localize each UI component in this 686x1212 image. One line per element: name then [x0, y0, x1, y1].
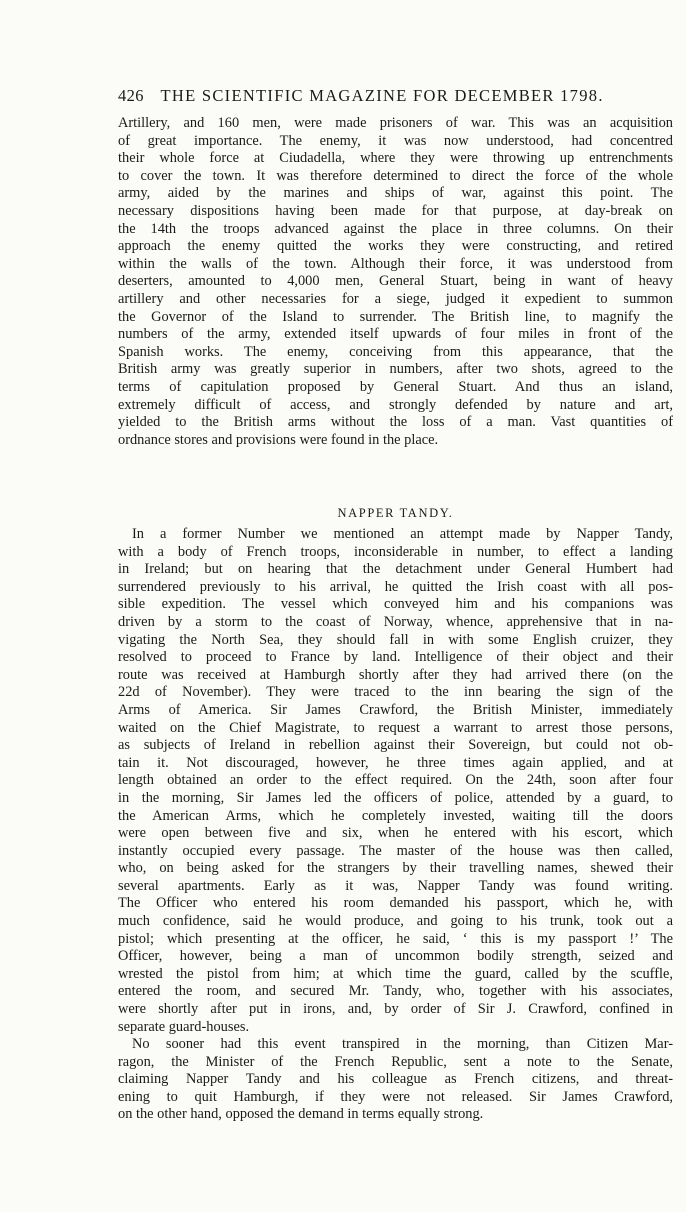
text-line: Arms of America. Sir James Crawford, the British Minister, immediately [118, 701, 673, 718]
text-line: deserters, amounted to 4,000 men, General Stuart, being in want of heavy [118, 273, 673, 290]
text-line: who, on being asked for the strangers by their travelling names, shewed their [118, 860, 673, 877]
text-line: driven by a storm to the coast of Norway, whence, apprehensive that in na- [118, 613, 673, 630]
tandy-paragraph-2 [118, 1036, 673, 1124]
text-line: route was received at Hamburgh shortly after they had arrived there (on the [118, 666, 673, 683]
text-line: on the other hand, opposed the demand in terms equally strong. [118, 1106, 484, 1123]
page-number: 426 [118, 86, 144, 105]
text-line: In a former Number we mentioned an attempt made by Napper Tandy, [132, 526, 673, 542]
text-line: British army was greatly superior in numbers, after two shots, agreed to the [118, 361, 673, 378]
text-line: ragon, the Minister of the French Republic, sent a note to the Senate, [118, 1053, 673, 1070]
text-line: sible expedition. The vessel which conveyed him and his companions was [118, 596, 673, 613]
text-line: pistol; which presenting at the officer, he said, ‘ this is my passport !’ The [118, 930, 673, 947]
text-line: much confidence, said he would produce, and going to his trunk, took out a [118, 913, 673, 930]
text-line: entered the room, and secured Mr. Tandy, who, together with his associates, [118, 983, 673, 1000]
text-line: yielded to the British arms without the loss of a man. Vast quantities of [118, 414, 673, 431]
text-line: Officer, however, being a man of uncommon bodily strength, seized and [118, 948, 673, 965]
page-header [118, 86, 684, 106]
text-line: waited on the Chief Magistrate, to request a warrant to arrest those persons, [118, 719, 673, 736]
tandy-paragraph-1 [118, 526, 673, 1036]
text-line: length obtained an order to the effect required. On the 24th, soon after four [118, 772, 673, 789]
text-line: No sooner had this event transpired in the morning, than Citizen Mar- [132, 1036, 673, 1052]
text-line: necessary dispositions having been made for that purpose, at day-break on [118, 202, 673, 219]
text-line: the American Arms, which he completely invested, waiting till the doors [118, 807, 673, 824]
text-line: claiming Napper Tandy and his colleague as French citizens, and threat- [118, 1071, 673, 1088]
text-line: vigating the North Sea, they should fall in with some English cruizer, they [118, 631, 673, 648]
text-line: as subjects of Ireland in rebellion against their Sovereign, but could not ob- [118, 737, 673, 754]
text-line: artillery and other necessaries for a siege, judged it expedient to summon [118, 290, 673, 307]
text-line: the Governor of the Island to surrender. The British line, to magnify the [118, 308, 673, 325]
text-line: the 14th the troops advanced against the place in three columns. On their [118, 220, 673, 237]
text-line: wrested the pistol from him; at which time the guard, called by the scuffle, [118, 965, 673, 982]
section-title: NAPPER TANDY. [337, 506, 454, 520]
text-line: extremely difficult of access, and strongly defended by nature and art, [118, 396, 673, 413]
running-title: THE SCIENTIFIC MAGAZINE FOR DECEMBER 1798. [160, 86, 604, 105]
text-line: tain it. Not discouraged, however, he three times again applied, and at [118, 754, 673, 771]
section-siege-text [118, 115, 673, 449]
text-line: in the morning, Sir James led the officers of police, attended by a guard, to [118, 789, 673, 806]
text-line: ening to quit Hamburgh, if they were not released. Sir James Crawford, [118, 1088, 673, 1105]
text-line: were open between five and six, when he entered with his escort, which [118, 825, 673, 842]
text-line: resolved to proceed to France by land. Intelligence of their object and their [118, 649, 673, 666]
text-line: 22d of November). They were traced to the inn bearing the sign of the [118, 684, 673, 701]
text-line: several apartments. Early as it was, Napper Tandy was found writing. [118, 877, 673, 894]
text-line: terms of capitulation proposed by General Stuart. And thus an island, [118, 378, 673, 395]
text-line: to cover the town. It was therefore determined to direct the force of the whole [118, 167, 673, 184]
text-line: army, aided by the marines and ships of war, against this point. The [118, 185, 673, 202]
text-line: their whole force at Ciudadella, where they were throwing up entrenchments [118, 150, 673, 167]
text-line: with a body of French troops, inconsiderable in number, to effect a landing [118, 543, 673, 560]
text-line: were shortly after put in irons, and, by order of Sir J. Crawford, confined in [118, 1001, 673, 1018]
text-line: numbers of the army, extended itself upwards of four miles in front of the [118, 326, 673, 343]
text-line: surrendered previously to his arrival, he quitted the Irish coast with all pos- [118, 578, 673, 595]
text-line: separate guard-houses. [118, 1018, 250, 1035]
text-line: within the walls of the town. Although their force, it was understood from [118, 255, 673, 272]
text-line: Artillery, and 160 men, were made prisoners of war. This was an acquisition [118, 115, 673, 131]
text-line: instantly occupied every passage. The master of the house was then called, [118, 842, 673, 859]
text-line: Spanish works. The enemy, conceiving from this appearance, that the [118, 343, 673, 360]
text-line: ordnance stores and provisions were found in the place. [118, 431, 439, 448]
text-line: in Ireland; but on hearing that the detachment under General Humbert had [118, 561, 673, 578]
text-line: approach the enemy quitted the works they were constructing, and retired [118, 238, 673, 255]
text-line: of great importance. The enemy, it was now understood, had concentred [118, 132, 673, 149]
text-line: The Officer who entered his room demanded his passport, which he, with [118, 895, 673, 912]
